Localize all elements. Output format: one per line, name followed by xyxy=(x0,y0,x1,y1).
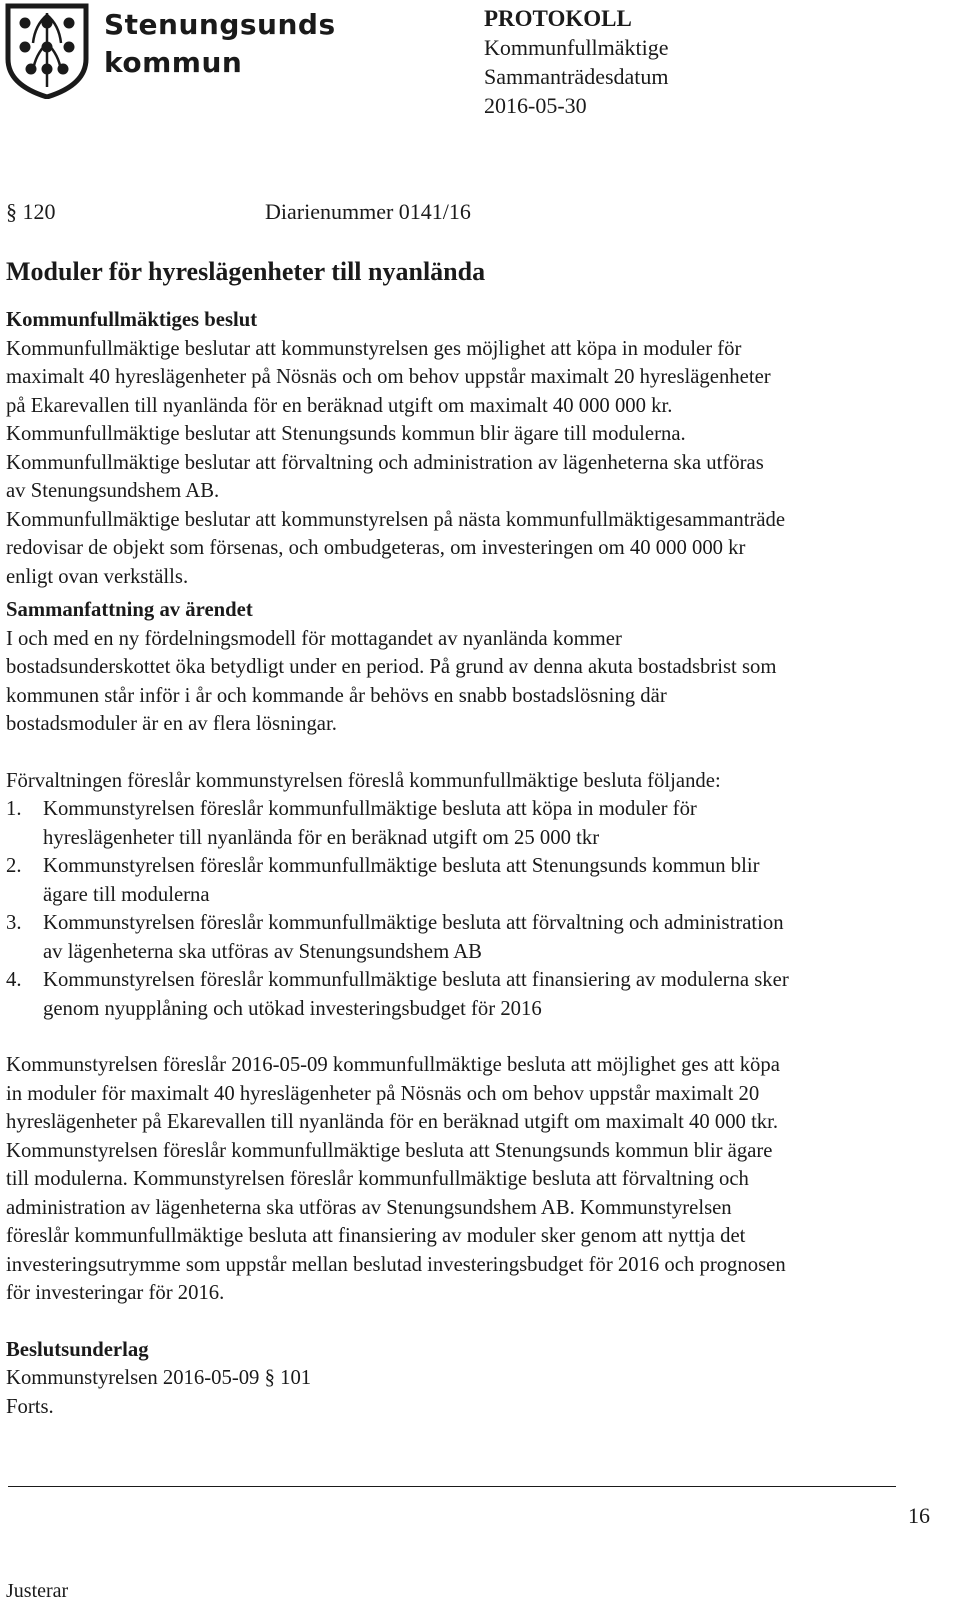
sammanfattning-heading: Sammanfattning av ärendet xyxy=(6,599,253,621)
text-line: investeringsutrymme som uppstår mellan beslutad investeringsbudget för 2016 och prognosen xyxy=(6,1253,786,1276)
list-item xyxy=(6,966,946,1023)
protocol-type: PROTOKOLL xyxy=(484,6,632,31)
section-number-value: 120 xyxy=(22,199,56,224)
municipality-logo xyxy=(104,6,336,82)
sammanfattning-text xyxy=(6,625,946,739)
text-line: in moduler för maximalt 40 hyreslägenheter på Nösnäs och om behov uppstår maximalt 20 xyxy=(6,1082,760,1105)
text-line: ägare till modulerna xyxy=(43,883,210,906)
ref-prefix: Kommunstyrelsen 2016-05-09 xyxy=(6,1367,260,1389)
document-body xyxy=(6,197,946,1421)
text-line: redovisar de objekt som försenas, och ombudgeteras, om investeringen om 40 000 000 kr xyxy=(6,537,746,559)
text-line: maximalt 40 hyreslägenheter på Nösnäs och om behov uppstår maximalt 20 hyreslägenheter xyxy=(6,366,771,388)
forts-label: Forts. xyxy=(6,1395,54,1418)
municipality-crest-icon xyxy=(5,3,89,99)
list-item xyxy=(6,909,946,966)
list-number: 1. xyxy=(6,798,22,820)
text-line: Kommunfullmäktige beslutar att kommunstyrelsen ges möjlighet att köpa in moduler för xyxy=(6,337,742,360)
ref-symbol: § xyxy=(264,1367,275,1389)
text-line: kommunen står inför i år och kommande år behövs en snabb bostadslösning där xyxy=(6,684,667,707)
text-line: Kommunstyrelsen föreslår kommunfullmäktige besluta att förvaltning och administration xyxy=(43,912,784,934)
section-symbol: § xyxy=(6,199,17,224)
meeting-date-label: Sammanträdesdatum xyxy=(484,64,669,89)
text-line: till modulerna. Kommunstyrelsen föreslår kommunfullmäktige besluta att förvaltning och xyxy=(6,1168,749,1190)
meeting-date: 2016-05-30 xyxy=(484,93,587,118)
text-line: bostadsunderskottet öka betydligt under en period. På grund av denna akuta bostadsbrist som xyxy=(6,656,777,678)
proposal-list xyxy=(6,795,946,1023)
text-line: av lägenheterna ska utföras av Stenungsundshem AB xyxy=(43,940,482,963)
protocol-header xyxy=(484,4,669,120)
footer-divider xyxy=(8,1486,896,1487)
list-number: 4. xyxy=(6,969,22,991)
ks-proposal-text xyxy=(6,1051,946,1308)
document-title: Moduler för hyreslägenheter till nyanlända xyxy=(6,257,486,286)
text-line: I och med en ny fördelningsmodell för mottagandet av nyanlända kommer xyxy=(6,627,622,650)
text-line: Kommunfullmäktige beslutar att förvaltning och administration av lägenheterna ska utföras xyxy=(6,451,764,474)
ref-number: 101 xyxy=(280,1367,312,1389)
text-line: bostadsmoduler är en av flera lösningar. xyxy=(6,713,337,735)
section-number xyxy=(6,197,265,227)
justerar-label: Justerar xyxy=(6,1580,69,1602)
list-number: 3. xyxy=(6,912,22,934)
section-row xyxy=(6,197,946,227)
text-line: Kommunfullmäktige beslutar att kommunstyrelsen på nästa kommunfullmäktigesammanträde xyxy=(6,508,786,531)
protocol-body: Kommunfullmäktige xyxy=(484,35,669,60)
text-line: Kommunstyrelsen föreslår kommunfullmäktige besluta att Stenungsunds kommun blir xyxy=(43,855,760,877)
text-line: föreslår kommunfullmäktige besluta att finansiering av moduler sker genom att nyttja det xyxy=(6,1225,746,1247)
beslutsunderlag-heading: Beslutsunderlag xyxy=(6,1338,149,1361)
beslutsunderlag-ref xyxy=(6,1364,946,1393)
logo-line-1: Stenungsunds xyxy=(104,8,336,41)
text-line: på Ekarevallen till nyanlända för en beräknad utgift om maximalt 40 000 000 kr. xyxy=(6,394,673,417)
diarienummer: Diarienummer 0141/16 xyxy=(265,199,471,224)
text-line: Kommunstyrelsen föreslår kommunfullmäktige besluta att finansiering av modulerna sker xyxy=(43,969,789,991)
text-line: Kommunstyrelsen föreslår kommunfullmäktige besluta att Stenungsunds kommun blir ägare xyxy=(6,1139,773,1162)
beslut-heading: Kommunfullmäktiges beslut xyxy=(6,309,258,331)
text-line: genom nyupplåning och utökad investeringsbudget för 2016 xyxy=(43,997,542,1020)
beslut-text xyxy=(6,335,946,592)
text-line: Kommunstyrelsen föreslår kommunfullmäktige besluta att köpa in moduler för xyxy=(43,798,697,820)
list-item xyxy=(6,795,946,852)
list-number: 2. xyxy=(6,855,22,877)
text-line: enligt ovan verkställs. xyxy=(6,565,189,588)
logo-line-2: kommun xyxy=(104,46,243,79)
text-line: för investeringar för 2016. xyxy=(6,1282,225,1304)
text-line: hyreslägenheter på Ekarevallen till nyanlända för en beräknad utgift om maximalt 40 000 tkr. xyxy=(6,1111,779,1133)
list-item xyxy=(6,852,946,909)
text-line: av Stenungsundshem AB. xyxy=(6,480,220,502)
text-line: Kommunstyrelsen föreslår 2016-05-09 kommunfullmäktige besluta att möjlighet ges att köpa xyxy=(6,1054,780,1076)
proposal-intro: Förvaltningen föreslår kommunstyrelsen föreslå kommunfullmäktige besluta följande: xyxy=(6,769,721,792)
text-line: administration av lägenheterna ska utföras av Stenungsundshem AB. Kommunstyrelsen xyxy=(6,1196,732,1219)
page-number: 16 xyxy=(908,1503,930,1528)
text-line: Kommunfullmäktige beslutar att Stenungsunds kommun blir ägare till modulerna. xyxy=(6,423,686,445)
text-line: hyreslägenheter till nyanlända för en beräknad utgift om 25 000 tkr xyxy=(43,826,600,849)
